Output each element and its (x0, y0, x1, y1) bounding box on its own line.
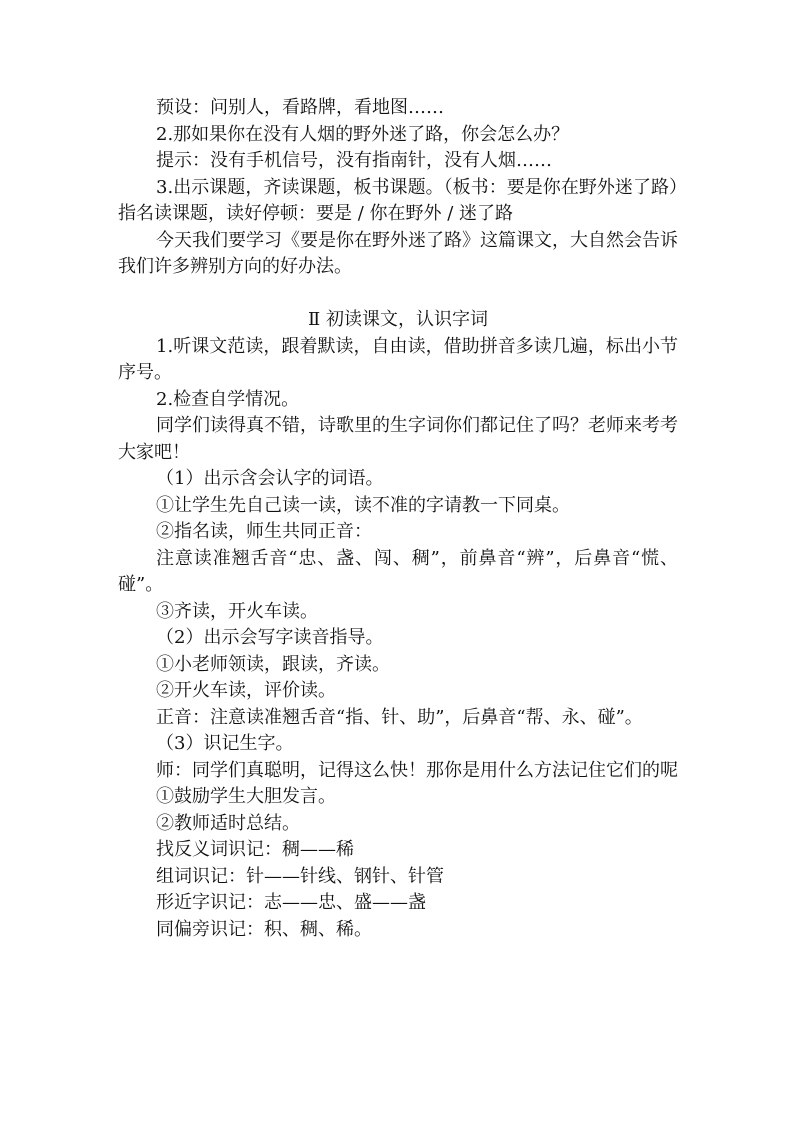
line-pronunciation-1: 注意读准翘舌音“忠、盏、闯、稠”，前鼻音“辨”，后鼻音“慌、碰”。 (118, 547, 678, 595)
line-sub-2: （2）出示会写字读音指导。 (156, 627, 384, 648)
line-sub-1-a: ①让学生先自己读一读，读不准的字请教一下同桌。 (156, 494, 570, 516)
line-sub-3-a: ①鼓励学生大胆发言。 (156, 786, 336, 807)
line-step-3: 3.出示课题，齐读课题，板书课题。（板书：要是你在野外迷了路）指名读课题，读好停顿：要是 / 你在野外 / 迷了路 (118, 176, 678, 224)
section-heading: Ⅱ 初读课文，认识字词 (308, 309, 488, 330)
line-radical: 同偏旁识记：积、稠、稀。 (156, 918, 372, 940)
line-similar: 形近字识记：志——忠、盛——盏 (156, 892, 426, 913)
line-sub-1-c: ③齐读，开火车读。 (156, 600, 318, 622)
line-question-2: 2.那如果你在没有人烟的野外迷了路，你会怎么办？ (156, 123, 570, 145)
line-sub-3-b: ②教师适时总结。 (156, 812, 300, 834)
document-page (118, 95, 678, 943)
line-sub-1-b: ②指名读，师生共同正音： (156, 521, 372, 542)
line-antonym: 找反义词识记：稠——稀 (156, 839, 354, 860)
line-sub-2-a: ①小老师领读，跟读，齐读。 (156, 653, 390, 675)
line-item-2: 2.检查自学情况。 (156, 388, 300, 410)
line-sub-1: （1）出示含会认字的词语。 (156, 468, 384, 489)
line-preset: 预设：问别人，看路牌，看地图…… (156, 97, 444, 118)
line-item-1: 1.听课文范读，跟着默读，自由读，借助拼音多读几遍，标出小节序号。 (118, 335, 678, 383)
line-today: 今天我们要学习《要是你在野外迷了路》这篇课文，大自然会告诉我们许多辨别方向的好办法。 (118, 229, 678, 277)
line-teacher: 师：同学们真聪明，记得这么快！那你是用什么方法记住它们的呢 (156, 759, 678, 781)
line-pronunciation-2: 正音：注意读准翘舌音“指、针、助”，后鼻音“帮、永、碰”。 (156, 706, 643, 728)
line-sub-3: （3）识记生字。 (156, 733, 294, 754)
line-compound: 组词识记：针——针线、钢针、针管 (156, 865, 444, 887)
line-praise: 同学们读得真不错，诗歌里的生字词你们都记住了吗？老师来考考大家吧！ (118, 415, 678, 463)
blank-line (118, 281, 678, 308)
line-hint: 提示：没有手机信号，没有指南针，没有人烟…… (156, 150, 552, 171)
line-sub-2-b: ②开火车读，评价读。 (156, 680, 336, 701)
